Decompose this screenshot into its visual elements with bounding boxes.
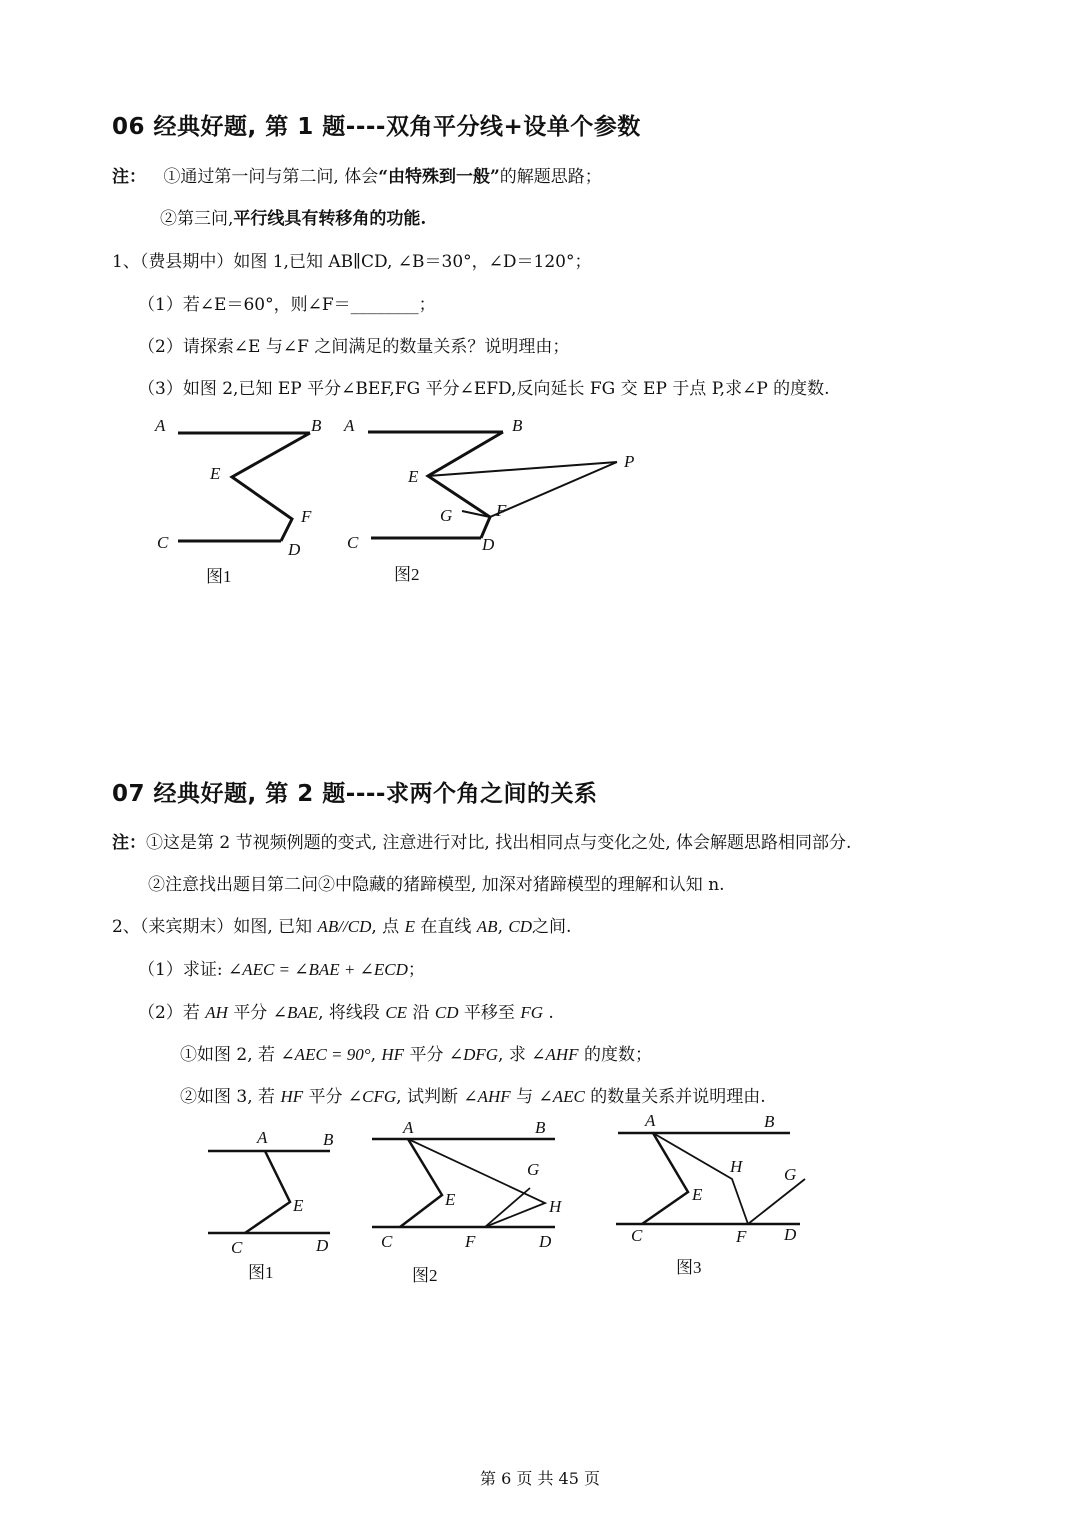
p2-q2-e: , 将线段 bbox=[318, 1003, 380, 1023]
problem2-figures bbox=[0, 1105, 1080, 1295]
p1f1-label-a: A bbox=[155, 416, 166, 435]
p2-fig3-lines bbox=[616, 1133, 800, 1224]
p2f2-label-d: D bbox=[539, 1232, 552, 1251]
p2-q2-a: （2）若 bbox=[138, 1003, 200, 1023]
p2-stmt-cd: CD bbox=[508, 917, 533, 936]
p2-q2-ah: AH bbox=[205, 1003, 228, 1022]
p2-s2-e: , 试判断 bbox=[396, 1087, 458, 1107]
p2f3-polyline-ahf bbox=[653, 1133, 748, 1224]
p2-fig2-lines bbox=[372, 1139, 555, 1227]
note-label: 注： bbox=[112, 833, 146, 853]
p2-s1-hf: HF bbox=[381, 1045, 405, 1064]
p2f2-label-f: F bbox=[465, 1232, 476, 1251]
p1f2-label-a: A bbox=[344, 416, 355, 435]
p2-q2-bae: ∠BAE bbox=[272, 1003, 319, 1022]
problem2-q1 bbox=[138, 955, 425, 980]
p2-stmt-e: E bbox=[404, 917, 415, 936]
p2-stmt-between: 之间. bbox=[532, 917, 572, 937]
p1f2-label-g: G bbox=[440, 506, 453, 525]
p1f2-label-e: E bbox=[408, 467, 419, 486]
p2-s1-dfg: ∠DFG bbox=[448, 1045, 499, 1064]
p2f3-label-c: C bbox=[631, 1226, 643, 1245]
p2-s1-i: 的度数； bbox=[583, 1045, 652, 1065]
p2f3-label-d: D bbox=[784, 1225, 797, 1244]
p2-s2-cfg: ∠CFG bbox=[347, 1087, 397, 1106]
p2f3-label-h: H bbox=[730, 1157, 743, 1176]
p2-q2-g: 沿 bbox=[412, 1003, 430, 1023]
p1f2-caption: 图2 bbox=[394, 565, 420, 584]
p2f2-line-fg bbox=[485, 1188, 530, 1227]
p2-s1-c: , bbox=[370, 1045, 376, 1065]
p1f1-label-b: B bbox=[311, 416, 322, 435]
p2-q2-k: . bbox=[548, 1003, 554, 1023]
section2-note1 bbox=[112, 828, 851, 853]
p2f2-polyline-ahf bbox=[408, 1139, 545, 1227]
p1f2-label-b: B bbox=[512, 416, 523, 435]
p1f1-label-d: D bbox=[288, 540, 301, 559]
problem1-figures bbox=[0, 400, 1080, 600]
note2-text-a: ②第三问, bbox=[160, 209, 234, 229]
p1f1-label-c: C bbox=[157, 533, 169, 552]
p2-q1-c: ； bbox=[407, 960, 425, 980]
p2-stmt-a: 2、（来宾期末）如图, 已知 bbox=[112, 917, 313, 937]
p1f1-label-f: F bbox=[301, 507, 312, 526]
p2-fig2-thin-lines bbox=[408, 1139, 545, 1227]
p2-s1-ahf: ∠AHF bbox=[531, 1045, 579, 1064]
p2-q2-c: 平分 bbox=[233, 1003, 268, 1023]
p2-q2-i: 平移至 bbox=[463, 1003, 515, 1023]
p2-q1-eq: ∠AEC = ∠BAE + ∠ECD bbox=[227, 960, 408, 979]
p2f3-label-b: B bbox=[764, 1112, 775, 1131]
p2-fig1-lines bbox=[208, 1151, 330, 1233]
p2f1-label-e: E bbox=[293, 1196, 304, 1215]
p2-q2-ce: CE bbox=[385, 1003, 408, 1022]
p2f2-caption: 图2 bbox=[412, 1266, 438, 1285]
section1-title: 06 经典好题, 第 1 题----双角平分线+设单个参数 bbox=[112, 114, 641, 140]
p2-s2-aec: ∠AEC bbox=[538, 1087, 585, 1106]
p1f1-caption: 图1 bbox=[206, 567, 232, 586]
p2f3-polyline-aec bbox=[642, 1133, 688, 1224]
p2f1-label-a: A bbox=[257, 1128, 268, 1147]
p2f2-label-a: A bbox=[403, 1118, 414, 1137]
p2f3-caption: 图3 bbox=[676, 1258, 702, 1277]
p2-stmt-ab: AB bbox=[476, 917, 498, 936]
p2-q2-fg: FG bbox=[520, 1003, 543, 1022]
note-label: 注： bbox=[112, 167, 146, 187]
p1-fig2-lines bbox=[368, 432, 503, 538]
problem1-statement: 1、（费县期中）如图 1,已知 AB∥CD, ∠B＝30°，∠D＝120°； bbox=[112, 252, 592, 272]
p2f3-line-fg bbox=[748, 1179, 805, 1224]
p1-fig2-thin-lines bbox=[428, 462, 617, 517]
problem1-q1: （1）若∠E＝60°，则∠F＝________； bbox=[138, 295, 436, 315]
p2-s1-e: 平分 bbox=[409, 1045, 444, 1065]
p2f2-label-h: H bbox=[549, 1197, 562, 1216]
p2-q2-cd: CD bbox=[434, 1003, 459, 1022]
p2-s2-a: ②如图 3, 若 bbox=[180, 1087, 276, 1107]
p2f3-label-e: E bbox=[692, 1185, 703, 1204]
problem2-q2 bbox=[138, 998, 554, 1023]
p2-stmt-c: , 点 bbox=[371, 917, 400, 937]
p2f1-label-c: C bbox=[231, 1238, 243, 1257]
section1-note1 bbox=[112, 162, 602, 187]
p1f2-label-d: D bbox=[482, 535, 495, 554]
p1-fig1-lines bbox=[178, 433, 310, 541]
p1f2-label-p: P bbox=[624, 452, 635, 471]
p2f3-label-a: A bbox=[645, 1111, 656, 1130]
p1f2-label-c: C bbox=[347, 533, 359, 552]
p2-s1-aec: ∠AEC = 90° bbox=[280, 1045, 371, 1064]
p2f3-label-f: F bbox=[736, 1227, 747, 1246]
p2-s2-g: 与 bbox=[516, 1087, 534, 1107]
p2f2-label-g: G bbox=[527, 1160, 540, 1179]
section2-note2: ②注意找出题目第二问②中隐藏的猪蹄模型, 加深对猪蹄模型的理解和认知 n. bbox=[148, 875, 725, 895]
p2-s1-g: , 求 bbox=[498, 1045, 526, 1065]
p1f2-label-f: F bbox=[496, 501, 507, 520]
section1-note2 bbox=[160, 204, 426, 229]
p2-q1-a: （1）求证: bbox=[138, 960, 223, 980]
p2f1-label-d: D bbox=[316, 1236, 329, 1255]
page-footer: 第 6 页 共 45 页 bbox=[480, 1469, 600, 1488]
p2-s2-ahf: ∠AHF bbox=[463, 1087, 511, 1106]
p1f1-label-e: E bbox=[210, 464, 221, 483]
p2-stmt-in-line: 在直线 bbox=[420, 917, 472, 937]
p2-s1-a: ①如图 2, 若 bbox=[180, 1045, 276, 1065]
p2-s2-hf: HF bbox=[280, 1087, 304, 1106]
p2f1-caption: 图1 bbox=[248, 1263, 274, 1282]
p2-fig3-thin-lines bbox=[653, 1133, 805, 1224]
p2-s2-c: 平分 bbox=[308, 1087, 343, 1107]
note1-text-a: ①通过第一问与第二问, 体会 bbox=[163, 167, 379, 187]
p2f2-label-c: C bbox=[381, 1232, 393, 1251]
p2f1-polyline-aec bbox=[245, 1151, 290, 1233]
note1-text-b: “由特殊到一般” bbox=[378, 167, 500, 187]
problem1-q3: （3）如图 2,已知 EP 平分∠BEF,FG 平分∠EFD,反向延长 FG 交 EP 于点 P,求∠P 的度数. bbox=[138, 379, 830, 399]
problem2-statement bbox=[112, 912, 571, 937]
note1-text: ①这是第 2 节视频例题的变式, 注意进行对比, 找出相同点与变化之处, 体会解题思路相同部分. bbox=[146, 833, 852, 853]
p2f1-label-b: B bbox=[323, 1130, 334, 1149]
note1-text-c: 的解题思路； bbox=[499, 167, 602, 187]
p2-s2-i: 的数量关系并说明理由. bbox=[590, 1087, 766, 1107]
problem2-sub2 bbox=[180, 1082, 766, 1107]
p2f2-label-e: E bbox=[445, 1190, 456, 1209]
problem1-q2: （2）请探索∠E 与∠F 之间满足的数量关系？说明理由； bbox=[138, 337, 570, 357]
p2f3-label-g: G bbox=[784, 1165, 797, 1184]
problem2-sub1 bbox=[180, 1040, 652, 1065]
p2f2-label-b: B bbox=[535, 1118, 546, 1137]
p2-stmt-ab-cd: AB//CD bbox=[317, 917, 372, 936]
note2-text-b: 平行线具有转移角的功能. bbox=[233, 209, 427, 229]
p1f1-polyline-befd bbox=[232, 433, 310, 541]
section2-title: 07 经典好题, 第 2 题----求两个角之间的关系 bbox=[112, 781, 598, 807]
p2-stmt-comma: , bbox=[497, 917, 503, 937]
